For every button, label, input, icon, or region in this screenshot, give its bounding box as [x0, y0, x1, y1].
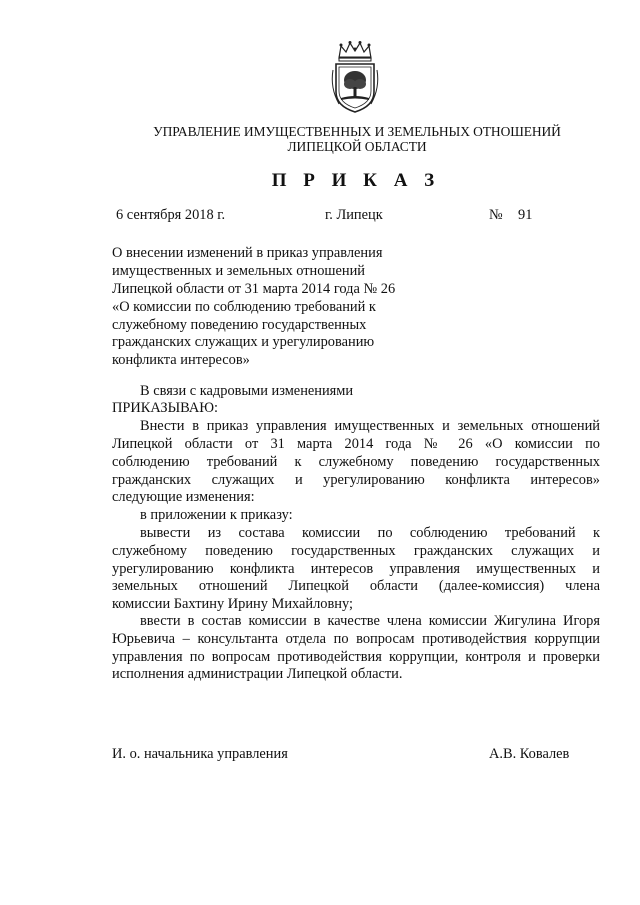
subject-line: О внесении изменений в приказ управления: [112, 245, 383, 261]
signatory-name: А.В. Ковалев: [489, 746, 570, 762]
paragraph-line: Липецкой области от 31 марта 2014 года № 26 «О комиссии по: [112, 436, 600, 452]
document-type-title: П Р И К А З: [271, 170, 441, 191]
paragraph-line: следующие изменения:: [112, 489, 255, 505]
document-date: 6 сентября 2018 г.: [116, 207, 226, 223]
paragraph-line: управления по вопросам противодействия коррупции, контроля и проверки: [112, 649, 600, 665]
order-word: ПРИКАЗЫВАЮ:: [112, 400, 219, 416]
paragraph-line: служебному поведению государственных гражданских служащих и: [112, 543, 600, 559]
subject-line: «О комиссии по соблюдению требований к: [112, 299, 376, 315]
subject-line: имущественных и земельных отношений: [112, 263, 366, 279]
coat-of-arms-emblem: [329, 40, 381, 114]
subject-line: гражданских служащих и урегулированию: [112, 334, 375, 350]
organization-name-line1: УПРАВЛЕНИЕ ИМУЩЕСТВЕННЫХ И ЗЕМЕЛЬНЫХ ОТНОШЕНИЙ: [153, 124, 561, 139]
signatory-position: И. о. начальника управления: [112, 746, 288, 762]
paragraph-line: исполнения администрации Липецкой области.: [112, 666, 403, 682]
subject-line: служебному поведению государственных: [112, 317, 367, 333]
paragraph-line: Юрьевича – консультанта отдела по вопросам противодействия коррупции: [112, 631, 600, 647]
subject-line: конфликта интересов»: [112, 352, 250, 368]
document-city: г. Липецк: [325, 207, 383, 223]
paragraph-line: комиссии Бахтину Ирину Михайловну;: [112, 596, 353, 612]
paragraph-line: вывести из состава комиссии по соблюдению требований к: [140, 525, 600, 541]
document-number: 91: [518, 207, 533, 223]
paragraph-line: Внести в приказ управления имущественных и земельных отношений: [140, 418, 600, 434]
paragraph-line: ввести в состав комиссии в качестве члена комиссии Жигулина Игоря: [140, 613, 600, 629]
document-number-label: №: [489, 207, 503, 223]
paragraph-line: соблюдению требований к служебному поведению государственных: [112, 454, 600, 470]
paragraph-line: гражданских служащих и урегулированию конфликта интересов»: [112, 472, 600, 488]
subject-line: Липецкой области от 31 марта 2014 года № 26: [112, 281, 396, 297]
paragraph-line: урегулированию конфликта интересов управления имущественных и: [112, 561, 600, 577]
paragraph-line: в приложении к приказу:: [140, 507, 293, 523]
intro-text: В связи с кадровыми изменениями: [140, 383, 354, 399]
organization-name-line2: ЛИПЕЦКОЙ ОБЛАСТИ: [287, 139, 427, 154]
paragraph-line: земельных отношений Липецкой области (далее-комиссия) члена: [112, 578, 600, 594]
